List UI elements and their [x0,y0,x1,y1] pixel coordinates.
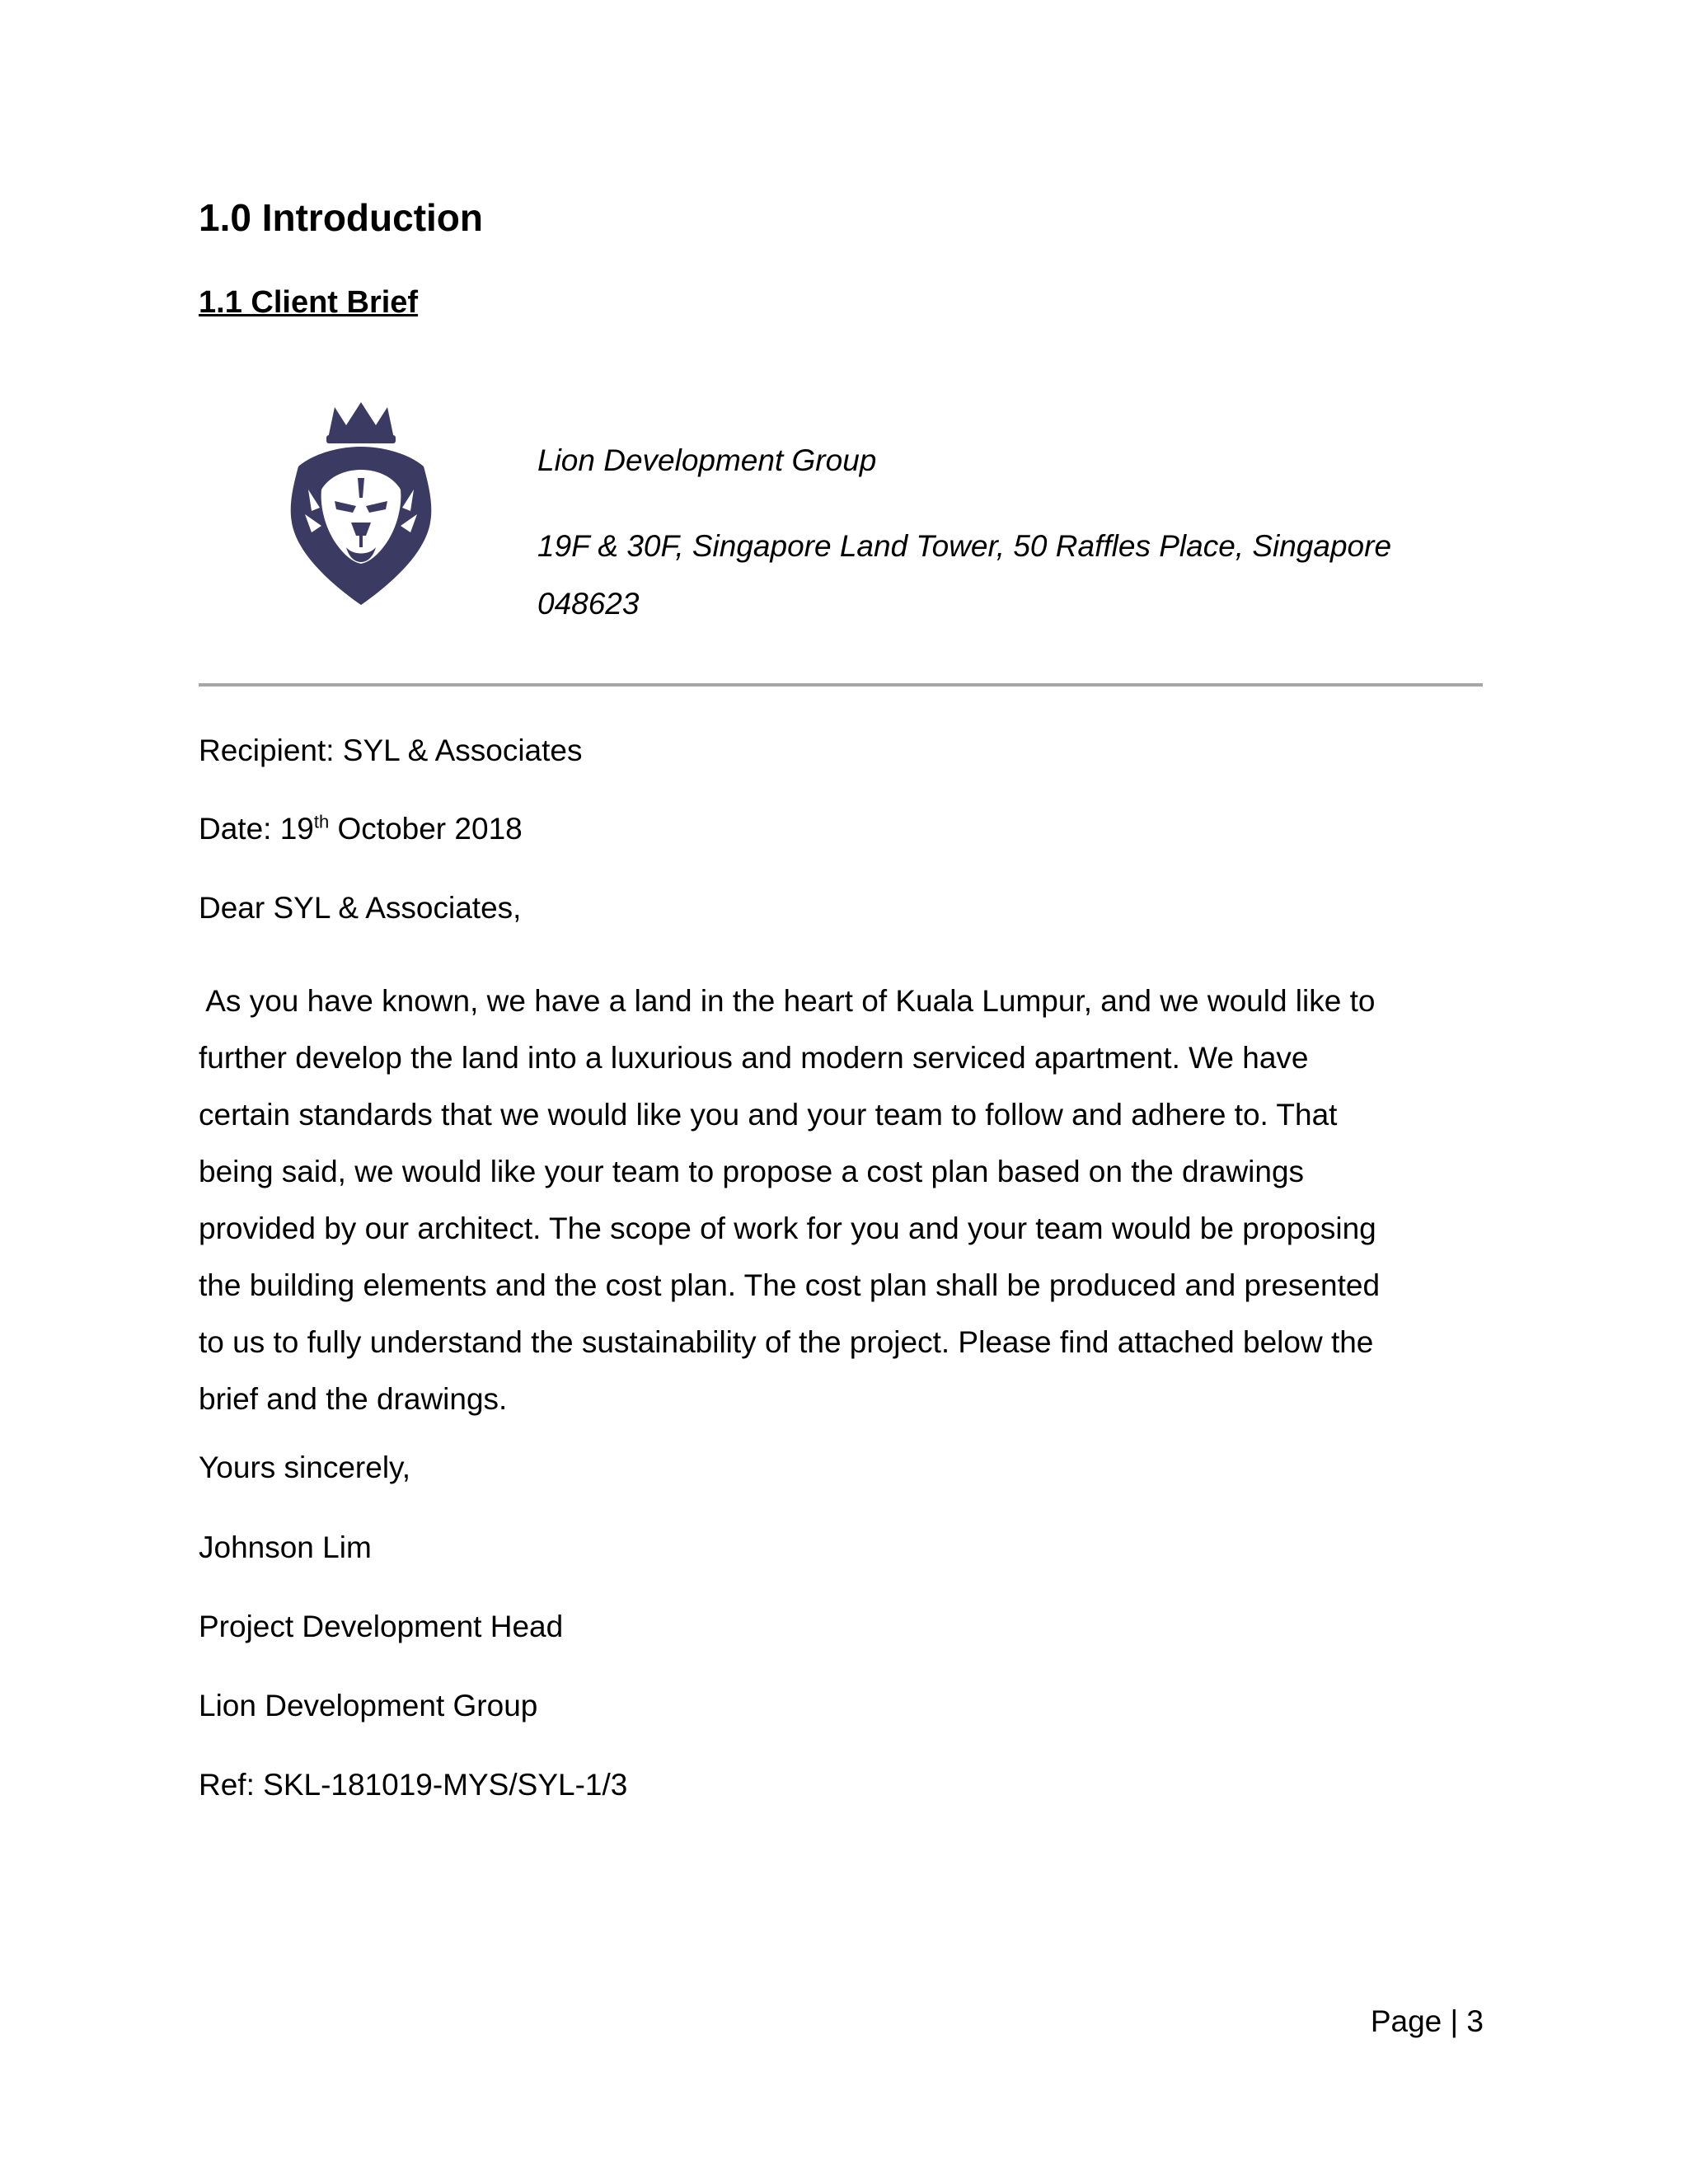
letter-body [199,972,1491,1427]
body-line: provided by our architect. The scope of work for you and your team would be proposing [199,1212,1376,1245]
section-heading: 1.0 Introduction [199,196,483,239]
recipient-line: Recipient: SYL & Associates [199,733,583,767]
body-line: brief and the drawings. [199,1382,508,1416]
lion-crown-shield-icon [287,399,435,607]
date-ordinal-suffix: th [313,811,330,832]
body-line: being said, we would like your team to propose a cost plan based on the drawings [199,1155,1305,1188]
horizontal-divider [199,683,1483,687]
body-line: the building elements and the cost plan. The cost plan shall be produced and presented [199,1268,1381,1302]
date-rest: October 2018 [329,812,523,846]
date-line [199,810,523,848]
body-line: certain standards that we would like you and your team to follow and adhere to. That [199,1098,1338,1132]
body-line: As you have known, we have a land in the heart of Kuala Lumpur, and we would like to [199,984,1376,1018]
address-line: 048623 [537,587,640,621]
page-number: Page | 3 [1370,2004,1484,2038]
address-line: 19F & 30F, Singapore Land Tower, 50 Raffles Place, Singapore [537,529,1392,563]
closing: Yours sincerely, [199,1451,411,1484]
signer-title: Project Development Head [199,1610,564,1643]
signer-name: Johnson Lim [199,1530,372,1564]
reference-number: Ref: SKL-181019-MYS/SYL-1/3 [199,1768,628,1802]
letterhead-address [537,518,1502,633]
date-prefix: Date: 19 [199,812,314,846]
subsection-heading: 1.1 Client Brief [199,285,419,320]
salutation: Dear SYL & Associates, [199,891,522,925]
signer-company: Lion Development Group [199,1689,538,1722]
body-line: to us to fully understand the sustainability of the project. Please find attached below the [199,1325,1374,1359]
letterhead-company: Lion Development Group [537,443,877,477]
body-line: further develop the land into a luxurious and modern serviced apartment. We have [199,1041,1309,1075]
